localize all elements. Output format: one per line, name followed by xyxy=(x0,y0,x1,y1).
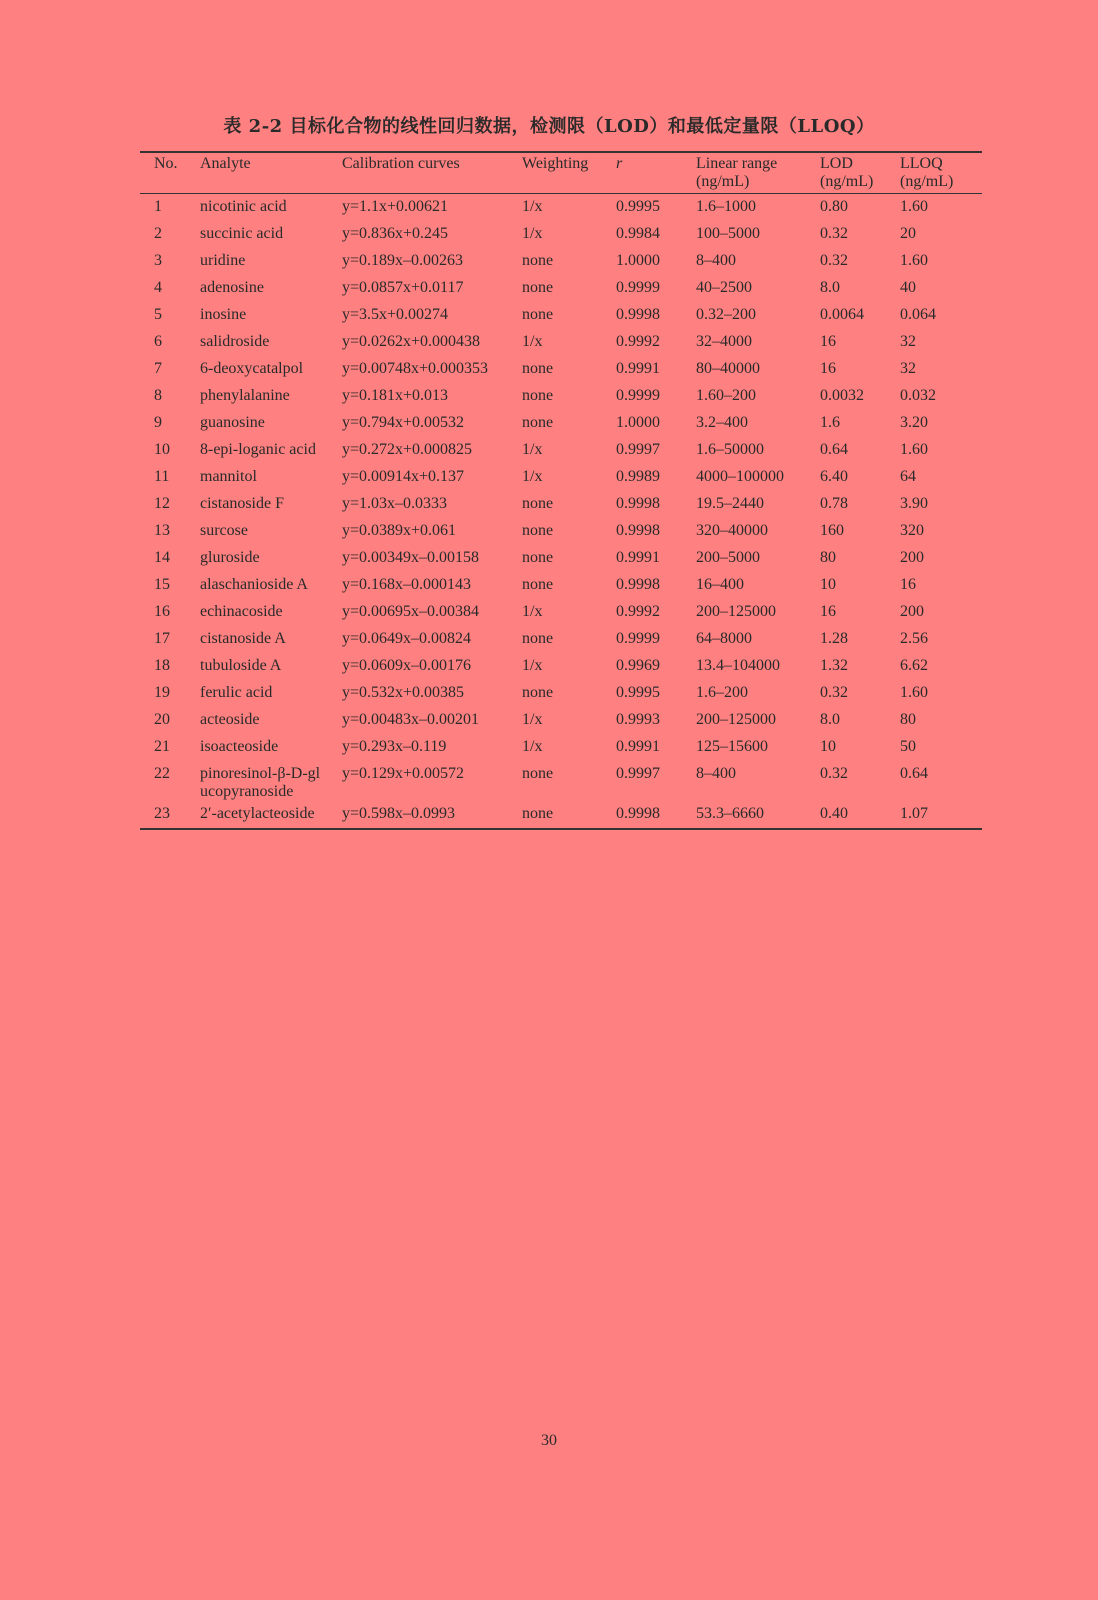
table-row xyxy=(140,545,982,572)
calibration-curve: y=0.0609x–0.00176 xyxy=(342,657,472,674)
analyte-name: cistanoside A xyxy=(200,630,286,647)
linear-range: 125–15600 xyxy=(696,738,768,755)
lod-value: 0.64 xyxy=(820,441,848,458)
lloq-value: 0.032 xyxy=(900,387,936,404)
row-number: 6 xyxy=(154,333,162,350)
row-number: 19 xyxy=(154,684,170,701)
calibration-curve: y=0.0389x+0.061 xyxy=(342,522,457,539)
table-body xyxy=(140,194,982,828)
analyte-name: acteoside xyxy=(200,711,260,728)
calibration-curve: y=0.00695x–0.00384 xyxy=(342,603,480,620)
r-value: 0.9989 xyxy=(616,468,660,485)
lod-value: 160 xyxy=(820,522,844,539)
analyte-name: adenosine xyxy=(200,279,264,296)
row-number: 13 xyxy=(154,522,170,539)
row-number: 15 xyxy=(154,576,170,593)
table-row xyxy=(140,572,982,599)
linear-range: 40–2500 xyxy=(696,279,752,296)
table-row xyxy=(140,248,982,275)
calibration-curve: y=0.00483x–0.00201 xyxy=(342,711,480,728)
analyte-name: salidroside xyxy=(200,333,270,350)
header-r: r xyxy=(616,155,623,172)
calibration-curve: y=0.532x+0.00385 xyxy=(342,684,465,701)
row-number: 8 xyxy=(154,387,162,404)
weighting: 1/x xyxy=(522,657,543,674)
lod-value: 1.28 xyxy=(820,630,848,647)
lloq-value: 64 xyxy=(900,468,916,485)
header-weighting: Weighting xyxy=(522,155,589,172)
weighting: none xyxy=(522,684,554,701)
lloq-value: 200 xyxy=(900,603,924,620)
calibration-curve: y=0.0857x+0.0117 xyxy=(342,279,464,296)
lod-value: 6.40 xyxy=(820,468,848,485)
row-number: 12 xyxy=(154,495,170,512)
row-number: 5 xyxy=(154,306,162,323)
table-row xyxy=(140,356,982,383)
r-value: 0.9991 xyxy=(616,360,660,377)
linear-range: 8–400 xyxy=(696,765,736,782)
linear-range: 16–400 xyxy=(696,576,744,593)
linear-range: 200–125000 xyxy=(696,603,776,620)
row-number: 11 xyxy=(154,468,170,485)
lod-value: 16 xyxy=(820,603,836,620)
analyte-name: alaschanioside A xyxy=(200,576,308,593)
analyte-name: echinacoside xyxy=(200,603,283,620)
table-row xyxy=(140,302,982,329)
row-number: 22 xyxy=(154,765,170,782)
table-row xyxy=(140,680,982,707)
table-row xyxy=(140,221,982,248)
r-value: 0.9997 xyxy=(616,765,660,782)
linear-range: 4000–100000 xyxy=(696,468,784,485)
table-caption: 表 2-2 目标化合物的线性回归数据，检测限（LOD）和最低定量限（LLOQ） xyxy=(223,116,875,137)
analyte-name: mannitol xyxy=(200,468,257,485)
header-lloq: LLOQ (ng/mL) xyxy=(900,155,954,190)
header-analyte: Analyte xyxy=(200,155,251,172)
analyte-name: 6-deoxycatalpol xyxy=(200,360,304,377)
lloq-value: 40 xyxy=(900,279,916,296)
table-row xyxy=(140,194,982,221)
lloq-value: 1.07 xyxy=(900,805,928,822)
linear-range: 53.3–6660 xyxy=(696,805,764,822)
calibration-table xyxy=(140,151,982,830)
lod-value: 80 xyxy=(820,549,836,566)
lod-value: 0.0032 xyxy=(820,387,864,404)
page-number: 30 xyxy=(541,1432,557,1449)
analyte-name: isoacteoside xyxy=(200,738,279,755)
linear-range: 64–8000 xyxy=(696,630,752,647)
calibration-curve: y=0.293x–0.119 xyxy=(342,738,447,755)
row-number: 21 xyxy=(154,738,170,755)
linear-range: 200–125000 xyxy=(696,711,776,728)
calibration-curve: y=0.598x–0.0993 xyxy=(342,805,456,822)
lod-value: 8.0 xyxy=(820,711,840,728)
linear-range: 32–4000 xyxy=(696,333,752,350)
r-value: 0.9998 xyxy=(616,306,660,323)
lloq-value: 0.064 xyxy=(900,306,936,323)
row-number: 3 xyxy=(154,252,162,269)
r-value: 0.9991 xyxy=(616,549,660,566)
lloq-value: 200 xyxy=(900,549,924,566)
lod-value: 0.0064 xyxy=(820,306,864,323)
row-number: 4 xyxy=(154,279,162,296)
row-number: 20 xyxy=(154,711,170,728)
table-row xyxy=(140,437,982,464)
weighting: 1/x xyxy=(522,198,543,215)
table-row xyxy=(140,801,982,828)
calibration-curve: y=0.272x+0.000825 xyxy=(342,441,473,458)
lloq-value: 32 xyxy=(900,333,916,350)
lod-value: 16 xyxy=(820,333,836,350)
weighting: none xyxy=(522,805,554,822)
row-number: 10 xyxy=(154,441,170,458)
analyte-name: ferulic acid xyxy=(200,684,273,701)
weighting: none xyxy=(522,765,554,782)
lloq-value: 2.56 xyxy=(900,630,928,647)
lod-value: 10 xyxy=(820,576,836,593)
r-value: 1.0000 xyxy=(616,252,660,269)
weighting: 1/x xyxy=(522,441,543,458)
table-header-row xyxy=(140,153,982,194)
calibration-curve: y=0.129x+0.00572 xyxy=(342,765,465,782)
lloq-value: 0.64 xyxy=(900,765,928,782)
r-value: 0.9969 xyxy=(616,657,660,674)
table-row xyxy=(140,410,982,437)
linear-range: 8–400 xyxy=(696,252,736,269)
linear-range: 0.32–200 xyxy=(696,306,756,323)
lloq-value: 1.60 xyxy=(900,252,928,269)
row-number: 23 xyxy=(154,805,170,822)
linear-range: 13.4–104000 xyxy=(696,657,780,674)
analyte-name: uridine xyxy=(200,252,246,269)
linear-range: 320–40000 xyxy=(696,522,768,539)
r-value: 0.9995 xyxy=(616,684,660,701)
lloq-value: 1.60 xyxy=(900,684,928,701)
linear-range: 200–5000 xyxy=(696,549,760,566)
r-value: 0.9999 xyxy=(616,279,660,296)
lod-value: 0.40 xyxy=(820,805,848,822)
r-value: 0.9992 xyxy=(616,333,660,350)
lod-value: 16 xyxy=(820,360,836,377)
weighting: none xyxy=(522,549,554,566)
table-row xyxy=(140,734,982,761)
row-number: 14 xyxy=(154,549,170,566)
lloq-value: 6.62 xyxy=(900,657,928,674)
linear-range: 100–5000 xyxy=(696,225,760,242)
weighting: none xyxy=(522,630,554,647)
linear-range: 1.6–1000 xyxy=(696,198,756,215)
r-value: 0.9998 xyxy=(616,805,660,822)
weighting: none xyxy=(522,306,554,323)
lloq-value: 32 xyxy=(900,360,916,377)
r-value: 0.9998 xyxy=(616,495,660,512)
lloq-value: 1.60 xyxy=(900,441,928,458)
analyte-name: 2′-acetylacteoside xyxy=(200,805,315,822)
row-number: 9 xyxy=(154,414,162,431)
lloq-value: 3.20 xyxy=(900,414,928,431)
lloq-value: 3.90 xyxy=(900,495,928,512)
row-number: 18 xyxy=(154,657,170,674)
analyte-name: pinoresinol-β-D-glucopyranoside xyxy=(200,765,321,800)
weighting: 1/x xyxy=(522,738,543,755)
table-row xyxy=(140,599,982,626)
r-value: 0.9998 xyxy=(616,522,660,539)
calibration-curve: y=0.0262x+0.000438 xyxy=(342,333,481,350)
lod-value: 0.32 xyxy=(820,684,848,701)
weighting: none xyxy=(522,522,554,539)
analyte-name: gluroside xyxy=(200,549,260,566)
weighting: 1/x xyxy=(522,711,543,728)
analyte-name: tubuloside A xyxy=(200,657,282,674)
lod-value: 1.6 xyxy=(820,414,840,431)
linear-range: 1.60–200 xyxy=(696,387,756,404)
linear-range: 80–40000 xyxy=(696,360,760,377)
lod-value: 0.78 xyxy=(820,495,848,512)
r-value: 0.9984 xyxy=(616,225,660,242)
lloq-value: 320 xyxy=(900,522,924,539)
calibration-curve: y=0.836x+0.245 xyxy=(342,225,449,242)
row-number: 17 xyxy=(154,630,170,647)
linear-range: 3.2–400 xyxy=(696,414,748,431)
weighting: none xyxy=(522,387,554,404)
lod-value: 8.0 xyxy=(820,279,840,296)
table-row xyxy=(140,707,982,734)
analyte-name: cistanoside F xyxy=(200,495,284,512)
r-value: 0.9999 xyxy=(616,630,660,647)
linear-range: 1.6–200 xyxy=(696,684,748,701)
lod-value: 0.80 xyxy=(820,198,848,215)
r-value: 0.9991 xyxy=(616,738,660,755)
calibration-curve: y=0.00349x–0.00158 xyxy=(342,549,480,566)
row-number: 16 xyxy=(154,603,170,620)
calibration-curve: y=3.5x+0.00274 xyxy=(342,306,449,323)
lod-value: 1.32 xyxy=(820,657,848,674)
calibration-curve: y=1.1x+0.00621 xyxy=(342,198,449,215)
calibration-curve: y=0.00748x+0.000353 xyxy=(342,360,489,377)
row-number: 7 xyxy=(154,360,162,377)
header-no: No. xyxy=(154,155,178,172)
header-calibration-curves: Calibration curves xyxy=(342,155,460,172)
table-row xyxy=(140,329,982,356)
r-value: 0.9997 xyxy=(616,441,660,458)
analyte-name: surcose xyxy=(200,522,248,539)
lod-value: 0.32 xyxy=(820,252,848,269)
analyte-name: inosine xyxy=(200,306,247,323)
table-row xyxy=(140,518,982,545)
r-value: 0.9993 xyxy=(616,711,660,728)
weighting: 1/x xyxy=(522,225,543,242)
calibration-curve: y=0.168x–0.000143 xyxy=(342,576,472,593)
analyte-name: 8-epi-loganic acid xyxy=(200,441,316,458)
weighting: none xyxy=(522,495,554,512)
table-row xyxy=(140,275,982,302)
table-row xyxy=(140,464,982,491)
analyte-name: guanosine xyxy=(200,414,265,431)
table-row xyxy=(140,653,982,680)
weighting: none xyxy=(522,252,554,269)
weighting: 1/x xyxy=(522,603,543,620)
weighting: 1/x xyxy=(522,468,543,485)
linear-range: 19.5–2440 xyxy=(696,495,764,512)
r-value: 0.9999 xyxy=(616,387,660,404)
lod-value: 0.32 xyxy=(820,225,848,242)
lod-value: 0.32 xyxy=(820,765,848,782)
weighting: none xyxy=(522,414,554,431)
calibration-curve: y=0.00914x+0.137 xyxy=(342,468,465,485)
lloq-value: 80 xyxy=(900,711,916,728)
table-row xyxy=(140,491,982,518)
r-value: 0.9998 xyxy=(616,576,660,593)
lloq-value: 20 xyxy=(900,225,916,242)
table-row xyxy=(140,761,982,801)
table-row xyxy=(140,626,982,653)
weighting: none xyxy=(522,360,554,377)
row-number: 2 xyxy=(154,225,162,242)
weighting: none xyxy=(522,279,554,296)
analyte-name: succinic acid xyxy=(200,225,284,242)
analyte-name: phenylalanine xyxy=(200,387,290,404)
header-linear-range: Linear range (ng/mL) xyxy=(696,155,778,190)
calibration-curve: y=1.03x–0.0333 xyxy=(342,495,448,512)
r-value: 0.9992 xyxy=(616,603,660,620)
lloq-value: 1.60 xyxy=(900,198,928,215)
weighting: 1/x xyxy=(522,333,543,350)
r-value: 0.9995 xyxy=(616,198,660,215)
calibration-curve: y=0.0649x–0.00824 xyxy=(342,630,472,647)
lloq-value: 16 xyxy=(900,576,916,593)
table-row xyxy=(140,383,982,410)
r-value: 1.0000 xyxy=(616,414,660,431)
analyte-name: nicotinic acid xyxy=(200,198,287,215)
calibration-curve: y=0.181x+0.013 xyxy=(342,387,449,404)
calibration-curve: y=0.189x–0.00263 xyxy=(342,252,464,269)
lod-value: 10 xyxy=(820,738,836,755)
weighting: none xyxy=(522,576,554,593)
linear-range: 1.6–50000 xyxy=(696,441,764,458)
header-lod: LOD (ng/mL) xyxy=(820,155,874,190)
row-number: 1 xyxy=(154,198,162,215)
calibration-curve: y=0.794x+0.00532 xyxy=(342,414,465,431)
lloq-value: 50 xyxy=(900,738,916,755)
